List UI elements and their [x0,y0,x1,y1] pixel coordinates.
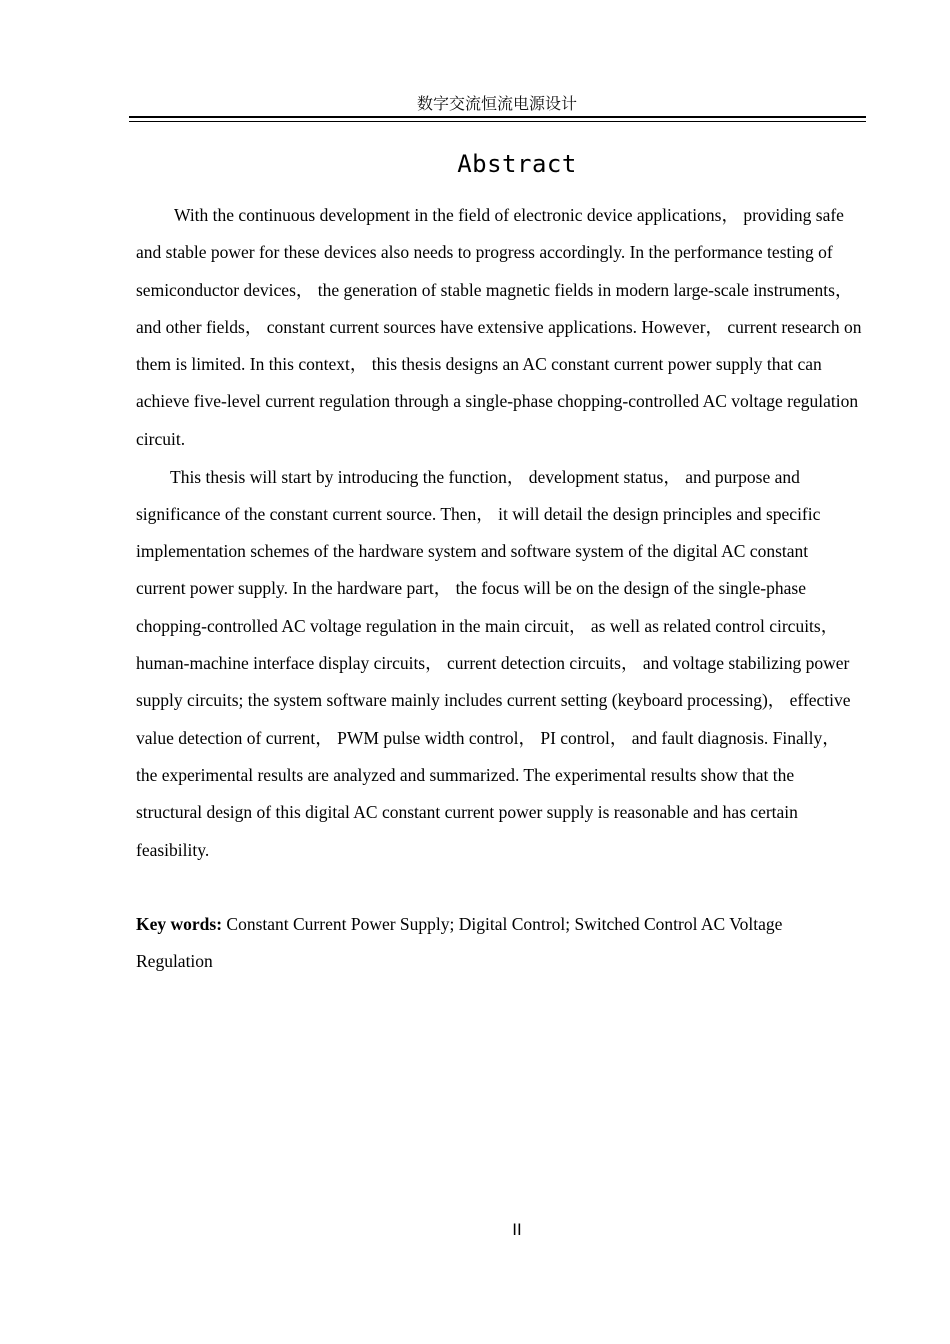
keywords-label: Key words: [136,914,223,934]
running-header: 数字交流恒流电源设计 [416,94,577,113]
page-number: II [512,1220,522,1239]
abstract-title: Abstract [457,150,577,178]
header-rule-thick [129,116,866,118]
keywords-line [136,906,862,981]
abstract-body [136,197,862,869]
header-rule-thin [129,121,866,122]
abstract-paragraph-1: With the continuous development in the field of electronic device applications， providing safe and stable power for these devices also needs to progress accordingly. In the performance testing of semiconductor devices， the generation of stable magnetic fields in modern large-scale instruments， and other fields， constant current sources have extensive applications. However， current research on them is limited. In this context， this thesis designs an AC constant current power supply that can achieve five-level current regulation through a single-phase chopping-controlled AC voltage regulation circuit. [136,205,862,449]
abstract-paragraph-2: This thesis will start by introducing the function， development status， and purpose and significance of the constant current source. Then， it will detail the design principles and specific implementation schemes of the hardware system and software system of the digital AC constant current power supply. In the hardware part， the focus will be on the design of the single-phase chopping-controlled AC voltage regulation in the main circuit， as well as related control circuits， human-machine interface display circuits， current detection circuits， and voltage stabilizing power supply circuits; the system software mainly includes current setting (keyboard processing)， effective value detection of current， PWM pulse width control， PI control， and fault diagnosis. Finally， the experimental results are analyzed and summarized. The experimental results show that the structural design of this digital AC constant current power supply is reasonable and has certain feasibility. [136,466,851,860]
keywords-text: Constant Current Power Supply; Digital Control; Switched Control AC Voltage Regulation [136,914,783,972]
